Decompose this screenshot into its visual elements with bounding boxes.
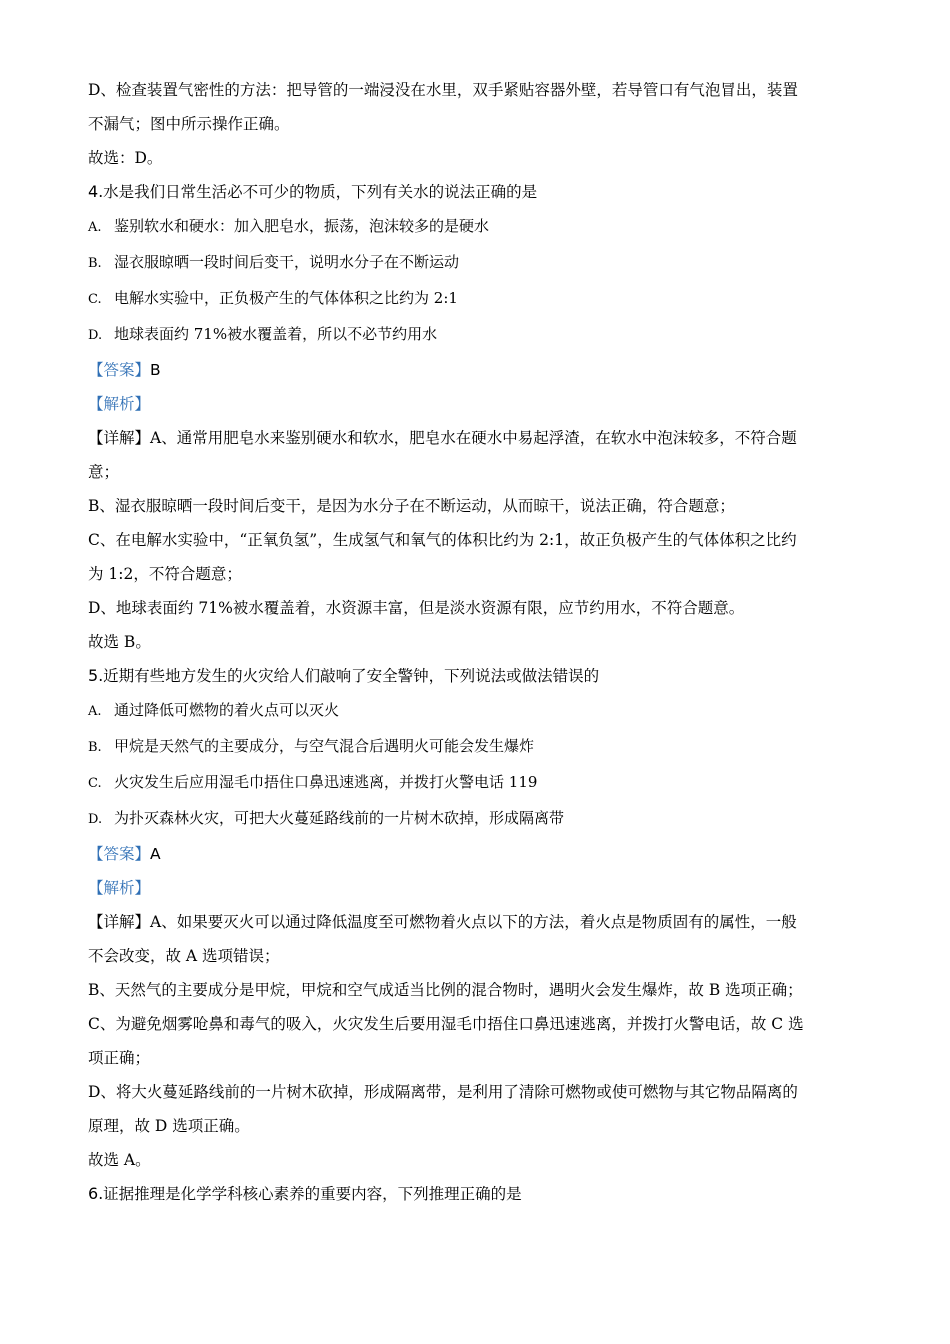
q5-detail-b: B、天然气的主要成分是甲烷，甲烷和空气成适当比例的混合物时，遇明火会发生爆炸，故 B 选项正确； <box>88 981 803 999</box>
q4-detail-c1: C、在电解水实验中，“正氧负氢”，生成氢气和氧气的体积比约为 2:1，故正负极产生的气体体积之比约 <box>88 531 797 549</box>
q5-option-b <box>88 734 868 760</box>
q4-choice: 故选 B。 <box>88 633 151 651</box>
answer-value: B <box>150 361 161 379</box>
q4-detail-a2: 意； <box>88 463 120 481</box>
q5-answer <box>88 842 868 866</box>
detail-tag: 【详解】 <box>88 913 151 931</box>
detail-text: A、通常用肥皂水来鉴别硬水和软水，肥皂水在硬水中易起浮渣，在软水中泡沫较多，不符合题 <box>150 429 797 447</box>
q4-detail-b: B、湿衣服晾晒一段时间后变干，是因为水分子在不断运动，从而晾干，说法正确，符合题意； <box>88 497 735 515</box>
q4-analysis <box>88 392 868 416</box>
answer-value: A <box>150 845 161 863</box>
q5-stem <box>88 664 868 688</box>
continuation-d-line2: 不漏气；图中所示操作正确。 <box>88 115 290 133</box>
answer-tag: 【答案】 <box>88 361 151 379</box>
q5-choice: 故选 A。 <box>88 1151 151 1169</box>
q4-detail-d: D、地球表面约 71%被水覆盖着，水资源丰富，但是淡水资源有限，应节约用水，不符合题意。 <box>88 599 745 617</box>
detail-tag: 【详解】 <box>88 429 151 447</box>
q5-detail-c2: 项正确； <box>88 1049 151 1067</box>
q4-stem <box>88 180 868 204</box>
option-text: 鉴别软水和硬水：加入肥皂水，振荡，泡沫较多的是硬水 <box>114 217 490 235</box>
q5-detail-d2: 原理，故 D 选项正确。 <box>88 1117 250 1135</box>
option-text: 通过降低可燃物的着火点可以灭火 <box>114 701 340 719</box>
answer-tag: 【答案】 <box>88 845 151 863</box>
q4-option-b <box>88 250 868 276</box>
q4-answer <box>88 358 868 382</box>
q6-number: 6 <box>88 1184 99 1203</box>
option-text: 电解水实验中，正负极产生的气体体积之比约为 2:1 <box>114 289 458 307</box>
option-letter: B. <box>88 740 102 755</box>
option-letter: D. <box>88 328 103 343</box>
option-text: 甲烷是天然气的主要成分，与空气混合后遇明火可能会发生爆炸 <box>114 737 535 755</box>
q5-detail-a2: 不会改变，故 A 选项错误； <box>88 947 280 965</box>
option-letter: D. <box>88 812 103 827</box>
q4-option-c <box>88 286 868 312</box>
continuation-d-line1: D、检查装置气密性的方法：把导管的一端浸没在水里，双手紧贴容器外壁，若导管口有气泡冒出，装置 <box>88 81 798 99</box>
q5-analysis <box>88 876 868 900</box>
option-letter: C. <box>88 776 102 791</box>
option-letter: A. <box>88 704 102 719</box>
q6-stem-text: .证据推理是化学学科核心素养的重要内容，下列推理正确的是 <box>98 1185 522 1203</box>
q5-option-c <box>88 770 868 796</box>
q4-number: 4 <box>88 182 99 201</box>
q5-detail-d1: D、将大火蔓延路线前的一片树木砍掉，形成隔离带，是利用了清除可燃物或使可燃物与其它物品隔离的 <box>88 1083 798 1101</box>
q5-detail-c1: C、为避免烟雾呛鼻和毒气的吸入，火灾发生后要用湿毛巾捂住口鼻迅速逃离，并拨打火警电话，故 C 选 <box>88 1015 804 1033</box>
analysis-tag: 【解析】 <box>88 395 151 413</box>
continuation-choice: 故选：D。 <box>88 149 163 167</box>
option-text: 地球表面约 71%被水覆盖着，所以不必节约用水 <box>114 325 438 343</box>
detail-text: A、如果要灭火可以通过降低温度至可燃物着火点以下的方法，着火点是物质固有的属性，一般 <box>150 913 797 931</box>
q4-detail-a1 <box>88 426 868 450</box>
analysis-tag: 【解析】 <box>88 879 151 897</box>
option-letter: A. <box>88 220 102 235</box>
prev-question-continuation <box>88 78 868 136</box>
q4-option-d <box>88 322 868 348</box>
q5-option-a <box>88 698 868 724</box>
option-text: 为扑灭森林火灾，可把大火蔓延路线前的一片树木砍掉，形成隔离带 <box>114 809 565 827</box>
q4-option-a <box>88 214 868 240</box>
document-page <box>88 78 868 1206</box>
q5-detail-a1 <box>88 910 868 934</box>
q6-stem <box>88 1182 868 1206</box>
q5-option-d <box>88 806 868 832</box>
option-letter: B. <box>88 256 102 271</box>
q5-stem-text: .近期有些地方发生的火灾给人们敲响了安全警钟，下列说法或做法错误的 <box>98 667 600 685</box>
q4-detail-c2: 为 1:2，不符合题意； <box>88 565 242 583</box>
option-text: 火灾发生后应用湿毛巾捂住口鼻迅速逃离，并拨打火警电话 119 <box>114 773 538 791</box>
option-text: 湿衣服晾晒一段时间后变干，说明水分子在不断运动 <box>114 253 460 271</box>
q4-stem-text: .水是我们日常生活必不可少的物质，下列有关水的说法正确的是 <box>98 183 538 201</box>
option-letter: C. <box>88 292 102 307</box>
q5-number: 5 <box>88 666 99 685</box>
